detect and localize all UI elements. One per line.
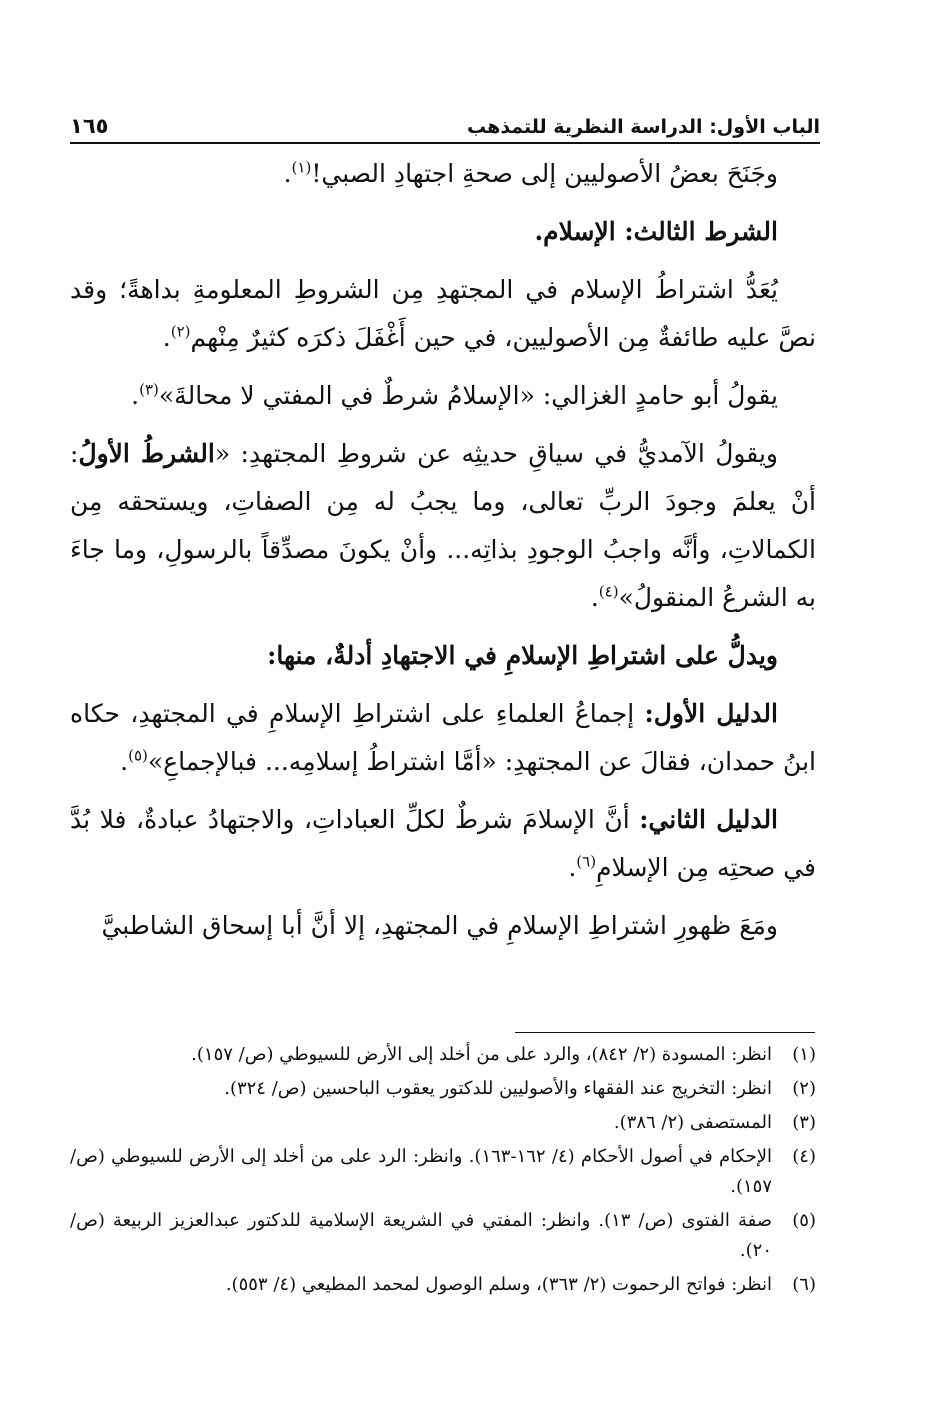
running-header: [70, 98, 820, 144]
paragraph-3-text: يقولُ أبو حامدٍ الغزالي: «الإسلامُ شرطٌ في المفتي لا محالةَ»: [158, 381, 778, 410]
evidence-1-text: إجماعُ العلماءِ على اشتراطِ الإسلامِ في المجتهدِ، حكاه ابنُ حمدان، فقالَ عن المجتهدِ: «أمَّا اشتراطُ إسلامِه... فبالإجماعِ»: [70, 699, 816, 776]
paragraph-1-text: وجَنَحَ بعضُ الأصوليين إلى صحةِ اجتهادِ الصبي!: [311, 159, 778, 188]
footnote-item: [70, 1270, 816, 1300]
footnote-item: [70, 1206, 816, 1266]
footnote-item: [70, 1142, 816, 1202]
evidence-1-lead: الدليل الأول:: [644, 699, 778, 728]
footnote-ref-3: (٣): [139, 380, 159, 399]
page-number: ١٦٥: [70, 114, 109, 138]
footnote-text: انظر: فواتح الرحموت (٢/ ٣٦٣)، وسلم الوصول لمحمد المطيعي (٤/ ٥٥٣).: [225, 1274, 772, 1295]
footnote-ref-6: (٦): [576, 852, 597, 871]
evidence-2-text: أنَّ الإسلامَ شرطٌ لكلِّ العباداتِ، والاجتهادُ عبادةٌ، فلا بُدَّ في صحتِه مِن الإسلامِ: [70, 805, 816, 882]
paragraph-4-intro: ويقولُ الآمديُّ في سياقِ حديثِه عن شروطِ المجتهدِ: «: [214, 439, 778, 468]
footnote-number: (٢): [792, 1078, 816, 1099]
evidence-heading: ويدلُّ على اشتراطِ الإسلامِ في الاجتهادِ أدلةٌ، منها:: [267, 641, 778, 670]
footnote-text: الإحكام في أصول الأحكام (٤/ ١٦٢-١٦٣). وانظر: الرد على من أخلد إلى الأرض للسيوطي (ص/ ١٥٧).: [70, 1146, 772, 1197]
footnote-ref-1: (١): [291, 158, 312, 177]
main-text: [70, 150, 816, 960]
footnote-item: [70, 1074, 816, 1104]
paragraph-1: [70, 150, 816, 198]
footnote-divider: [515, 1032, 815, 1033]
footnote-number: (٤): [792, 1146, 816, 1167]
footnote-number: (٥): [792, 1210, 816, 1231]
footnote-number: (٣): [792, 1112, 816, 1133]
header-title: الباب الأول: الدراسة النظرية للتمذهب: [467, 116, 820, 138]
footnote-text: صفة الفتوى (ص/ ١٣). وانظر: المفتي في الشريعة الإسلامية للدكتور عبدالعزيز الربيعة (ص/ ٢٠).: [70, 1210, 772, 1261]
paragraph-2-text: يُعَدُّ اشتراطُ الإسلام في المجتهدِ مِن الشروطِ المعلومةِ بداهةً؛ وقد نصَّ عليه طائفةٌ مِن الأصوليين، في حين أَغْفَلَ ذكرَه كثيرٌ مِنْهم: [70, 275, 816, 352]
footnote-number: (٦): [792, 1274, 816, 1295]
paragraph-1-end: .: [283, 159, 292, 188]
footnote-item: [70, 1040, 816, 1070]
footnote-item: [70, 1108, 816, 1138]
paragraph-4-text: : أنْ يعلمَ وجودَ الربِّ تعالى، وما يجبُ له مِن الصفاتِ، ويستحقه مِن الكمالاتِ، وأنَّه واجبُ الوجودِ بذاتِه... وأنْ يكونَ مصدِّقاً بالرسولِ، وما جاءَ به الشرعُ المنقولُ»: [70, 439, 816, 612]
footnote-text: المستصفى (٢/ ٣٨٦).: [613, 1112, 772, 1133]
paragraph-4-bold: الشرطُ الأولُ: [78, 439, 215, 468]
footnote-ref-2: (٢): [170, 322, 191, 341]
footnotes: [70, 1040, 816, 1304]
condition-three-heading: الشرط الثالث: الإسلام.: [534, 217, 778, 246]
footnote-number: (١): [792, 1044, 816, 1065]
evidence-1: [70, 690, 816, 786]
paragraph-2-end: .: [162, 323, 171, 352]
footnote-ref-4: (٤): [598, 582, 619, 601]
paragraph-last: ومَعَ ظهورِ اشتراطِ الإسلامِ في المجتهدِ، إلا أنَّ أبا إسحاق الشاطبيَّ: [101, 911, 778, 940]
footnote-text: انظر: المسودة (٢/ ٨٤٢)، والرد على من أخلد إلى الأرض للسيوطي (ص/ ١٥٧).: [191, 1044, 772, 1065]
evidence-2-end: .: [568, 853, 577, 882]
evidence-1-end: .: [120, 747, 129, 776]
footnote-ref-5: (٥): [128, 746, 148, 765]
paragraph-4: [70, 430, 816, 622]
paragraph-3: [70, 372, 816, 420]
paragraph-3-end: .: [131, 381, 140, 410]
footnote-text: انظر: التخريج عند الفقهاء والأصوليين للدكتور يعقوب الباحسين (ص/ ٣٢٤).: [224, 1078, 772, 1099]
paragraph-2: [70, 266, 816, 362]
evidence-2-lead: الدليل الثاني:: [639, 805, 779, 834]
evidence-2: [70, 796, 816, 892]
paragraph-4-end: .: [590, 583, 599, 612]
